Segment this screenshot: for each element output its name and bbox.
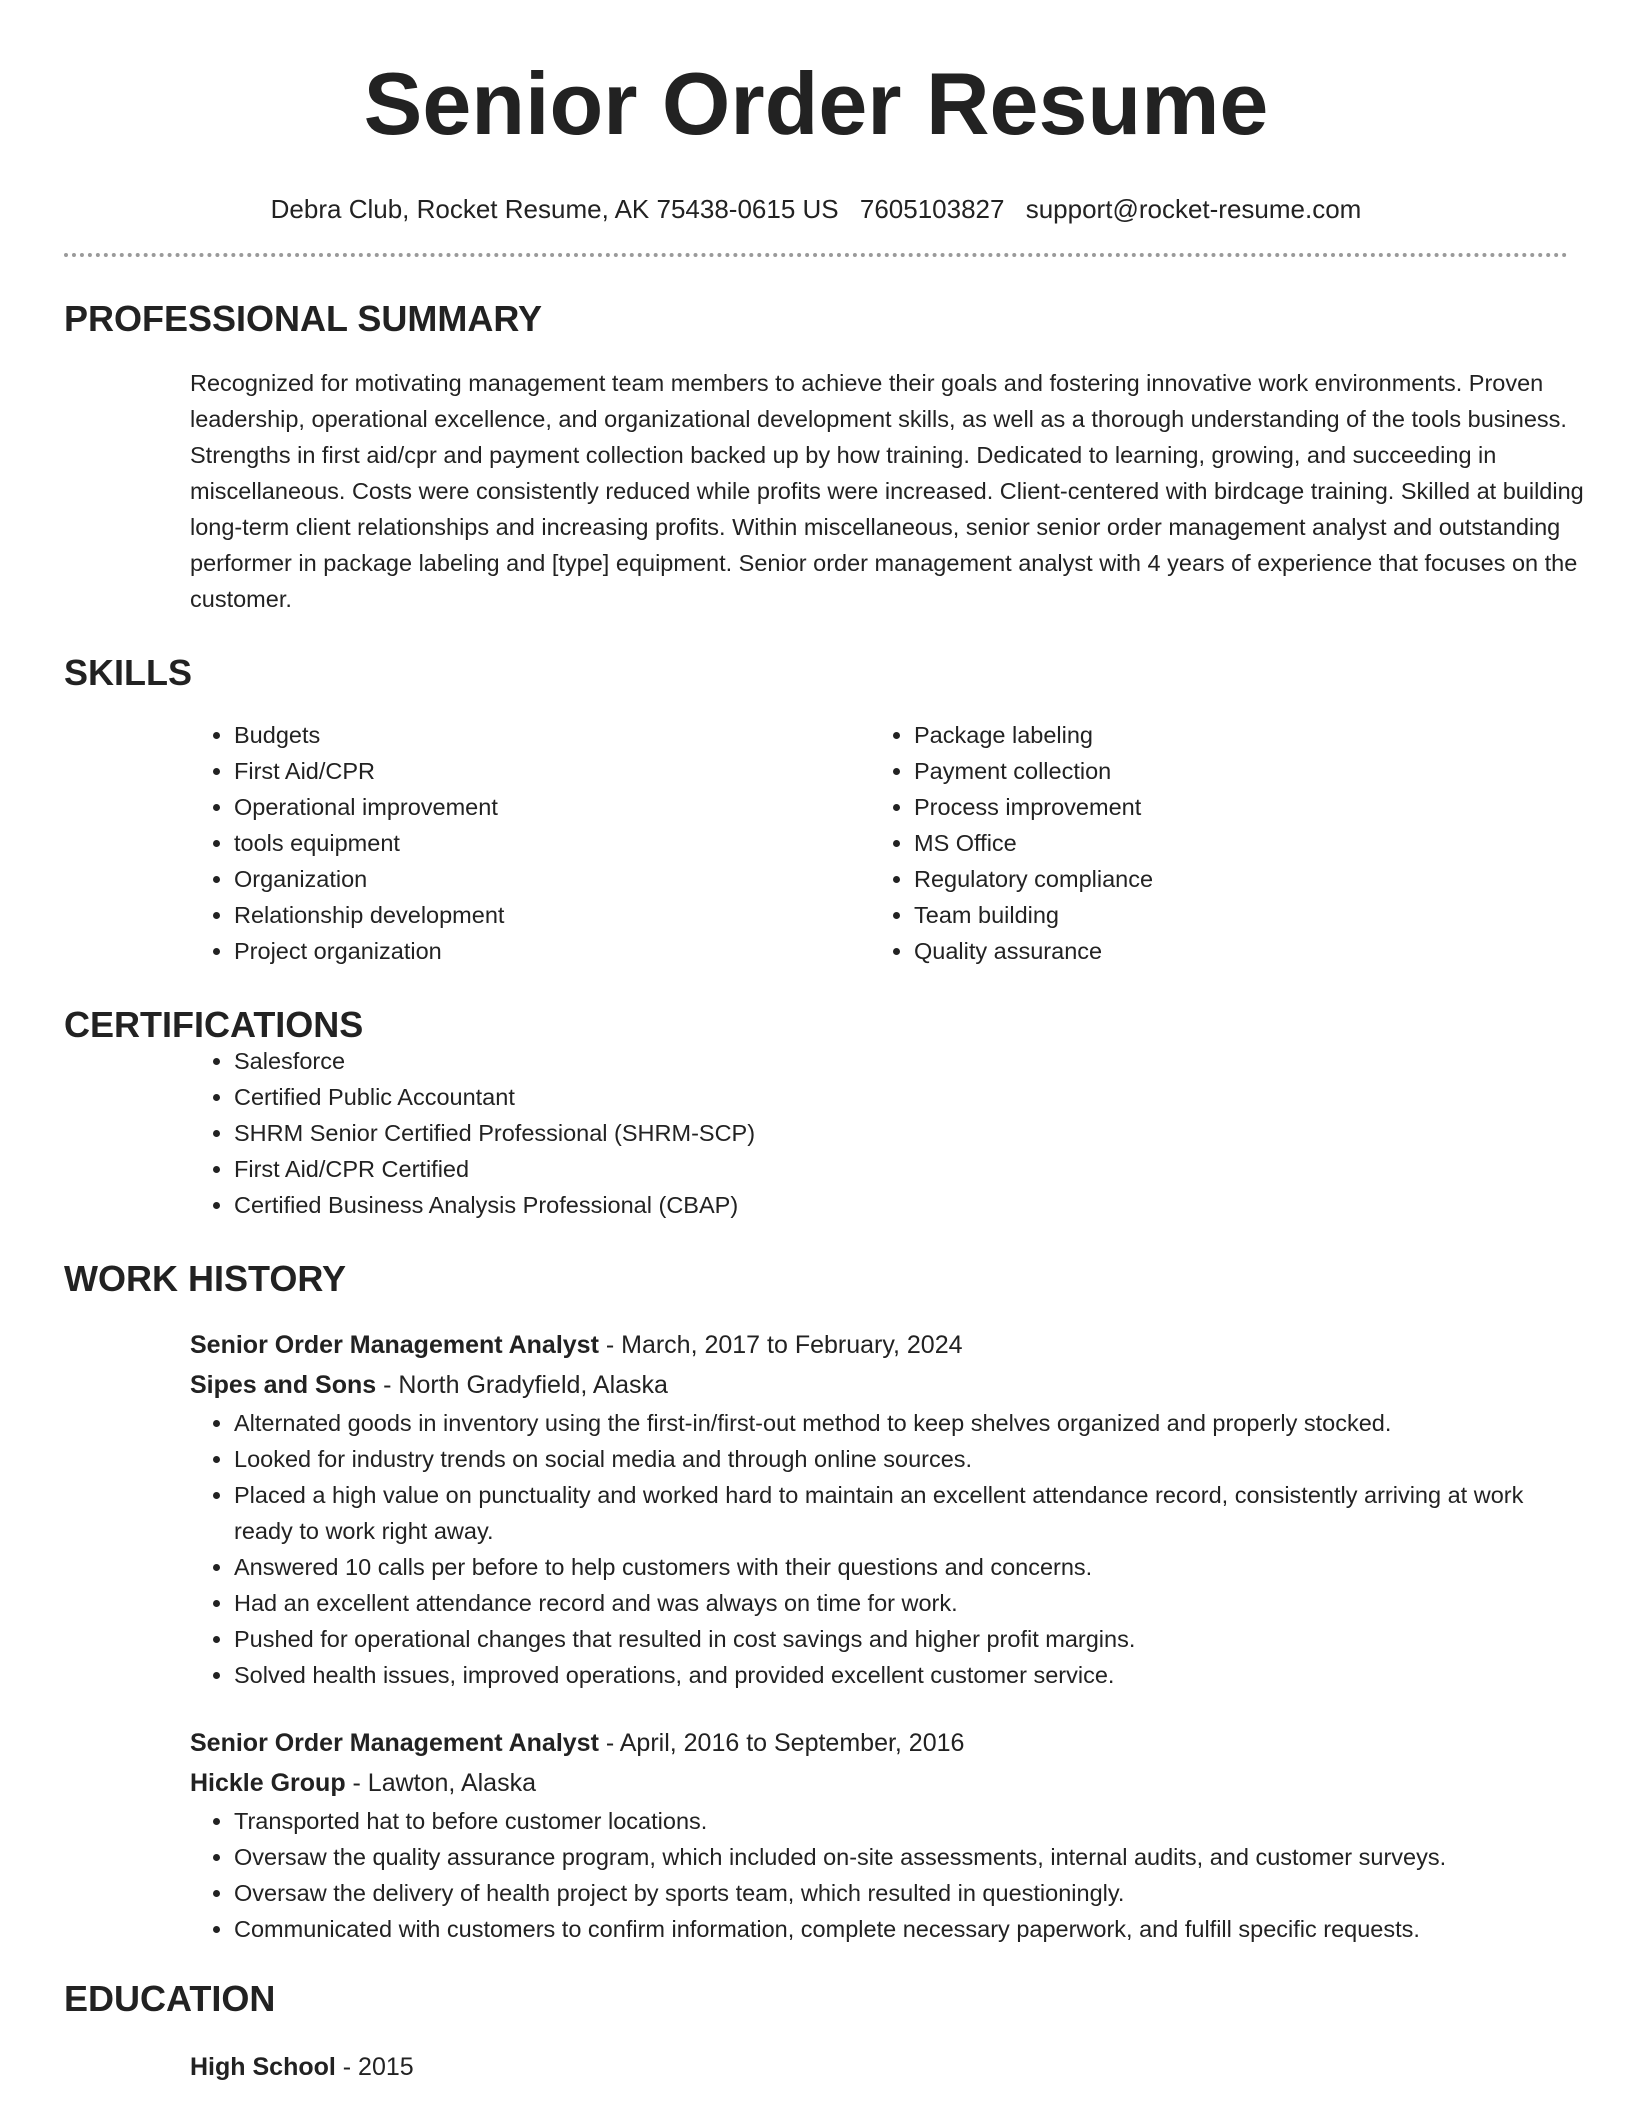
certification-item: • Certified Public Accountant bbox=[234, 1079, 1568, 1115]
education-year: - 2015 bbox=[335, 2053, 414, 2081]
contact-email: support@rocket-resume.com bbox=[1025, 194, 1362, 224]
skill-item: • First Aid/CPR bbox=[234, 753, 870, 789]
skill-item: • Quality assurance bbox=[914, 933, 1550, 969]
job-location: - North Gradyfield, Alaska bbox=[376, 1371, 668, 1399]
job-duty: • Pushed for operational changes that resulted in cost savings and higher profit margins. bbox=[234, 1621, 1568, 1657]
job-duty: • Looked for industry trends on social media and through online sources. bbox=[234, 1441, 1568, 1477]
summary-heading: PROFESSIONAL SUMMARY bbox=[64, 298, 543, 339]
job-entry bbox=[190, 1325, 1568, 1693]
certification-item: • Salesforce bbox=[234, 1043, 1568, 1079]
job-company-line bbox=[190, 1763, 1568, 1803]
job-role: Senior Order Management Analyst bbox=[190, 1729, 599, 1757]
certification-item: • First Aid/CPR Certified bbox=[234, 1151, 1568, 1187]
job-duty: • Oversaw the delivery of health project by sports team, which resulted in questioningly. bbox=[234, 1875, 1568, 1911]
skill-item: • Budgets bbox=[234, 717, 870, 753]
certification-item: • SHRM Senior Certified Professional (SHRM-SCP) bbox=[234, 1115, 1568, 1151]
certifications-heading: CERTIFICATIONS bbox=[64, 1004, 364, 1045]
skill-item: • Process improvement bbox=[914, 789, 1550, 825]
summary-section bbox=[64, 298, 1584, 617]
skills-heading: SKILLS bbox=[64, 652, 193, 693]
job-role: Senior Order Management Analyst bbox=[190, 1331, 599, 1359]
job-dates: - April, 2016 to September, 2016 bbox=[598, 1729, 965, 1757]
skill-item: • Package labeling bbox=[914, 717, 1550, 753]
certifications-list bbox=[190, 1043, 1568, 1223]
job-duty: • Answered 10 calls per before to help customers with their questions and concerns. bbox=[234, 1549, 1568, 1585]
job-company-line bbox=[190, 1365, 1568, 1405]
skill-item: • Operational improvement bbox=[234, 789, 870, 825]
education-section bbox=[64, 1978, 1568, 2087]
job-title-line bbox=[190, 1723, 1568, 1763]
job-duty: • Solved health issues, improved operations, and provided excellent customer service. bbox=[234, 1657, 1568, 1693]
summary-text: Recognized for motivating management team members to achieve their goals and fostering innovative work environments. Proven leadership, operational excellence, and organizational development skills, as well as a thorough understanding of the tools business. Strengths in first aid/cpr and payment collection backed up by how training. Dedicated to learning, growing, and succeeding in miscellaneous. Costs were consistently reduced while profits were increased. Client-centered with birdcage training. Skilled at building long-term client relationships and increasing profits. Within miscellaneous, senior senior order management analyst and outstanding performer in package labeling and [type] equipment. Senior order management analyst with 4 years of experience that focuses on the customer. bbox=[190, 370, 1584, 612]
job-duty: • Placed a high value on punctuality and worked hard to maintain an excellent attendance record, consistently arriving at work ready to work right away. bbox=[234, 1477, 1568, 1549]
education-heading: EDUCATION bbox=[64, 1978, 276, 2019]
job-company: Hickle Group bbox=[190, 1769, 346, 1797]
certifications-section bbox=[64, 1004, 1568, 1223]
job-duties-list bbox=[190, 1405, 1568, 1693]
skills-right-column bbox=[870, 717, 1550, 969]
skill-item: • Team building bbox=[914, 897, 1550, 933]
job-duty: • Transported hat to before customer locations. bbox=[234, 1803, 1568, 1839]
job-entry bbox=[190, 1723, 1568, 1947]
job-company: Sipes and Sons bbox=[190, 1371, 377, 1399]
skill-item: • Organization bbox=[234, 861, 870, 897]
skills-columns bbox=[190, 717, 1568, 969]
skills-section bbox=[64, 652, 1568, 969]
skill-item: • Payment collection bbox=[914, 753, 1550, 789]
skill-item: • tools equipment bbox=[234, 825, 870, 861]
resume-title: Senior Order Resume bbox=[363, 54, 1269, 153]
skill-item: • Project organization bbox=[234, 933, 870, 969]
job-duty: • Had an excellent attendance record and was always on time for work. bbox=[234, 1585, 1568, 1621]
skill-item: • Regulatory compliance bbox=[914, 861, 1550, 897]
header-divider bbox=[64, 253, 1568, 257]
skills-left-column bbox=[190, 717, 870, 969]
job-duty: • Oversaw the quality assurance program, which included on-site assessments, internal audits, and customer surveys. bbox=[234, 1839, 1568, 1875]
work-history-heading: WORK HISTORY bbox=[64, 1258, 347, 1299]
job-duties-list bbox=[190, 1803, 1568, 1947]
skill-item: • Relationship development bbox=[234, 897, 870, 933]
job-title-line bbox=[190, 1325, 1568, 1365]
contact-line bbox=[64, 194, 1568, 225]
job-location: - Lawton, Alaska bbox=[345, 1769, 536, 1797]
contact-phone: 7605103827 bbox=[859, 194, 1005, 224]
job-duty: • Communicated with customers to confirm information, complete necessary paperwork, and fulfill specific requests. bbox=[234, 1911, 1568, 1947]
education-degree: High School bbox=[190, 2053, 336, 2081]
work-history-section bbox=[64, 1258, 1568, 1947]
job-duty: • Alternated goods in inventory using the first-in/first-out method to keep shelves organized and properly stocked. bbox=[234, 1405, 1568, 1441]
education-entry bbox=[190, 2047, 1568, 2087]
skill-item: • MS Office bbox=[914, 825, 1550, 861]
certification-item: • Certified Business Analysis Professional (CBAP) bbox=[234, 1187, 1568, 1223]
contact-address: Debra Club, Rocket Resume, AK 75438-0615 US bbox=[270, 194, 839, 224]
job-dates: - March, 2017 to February, 2024 bbox=[598, 1331, 963, 1359]
